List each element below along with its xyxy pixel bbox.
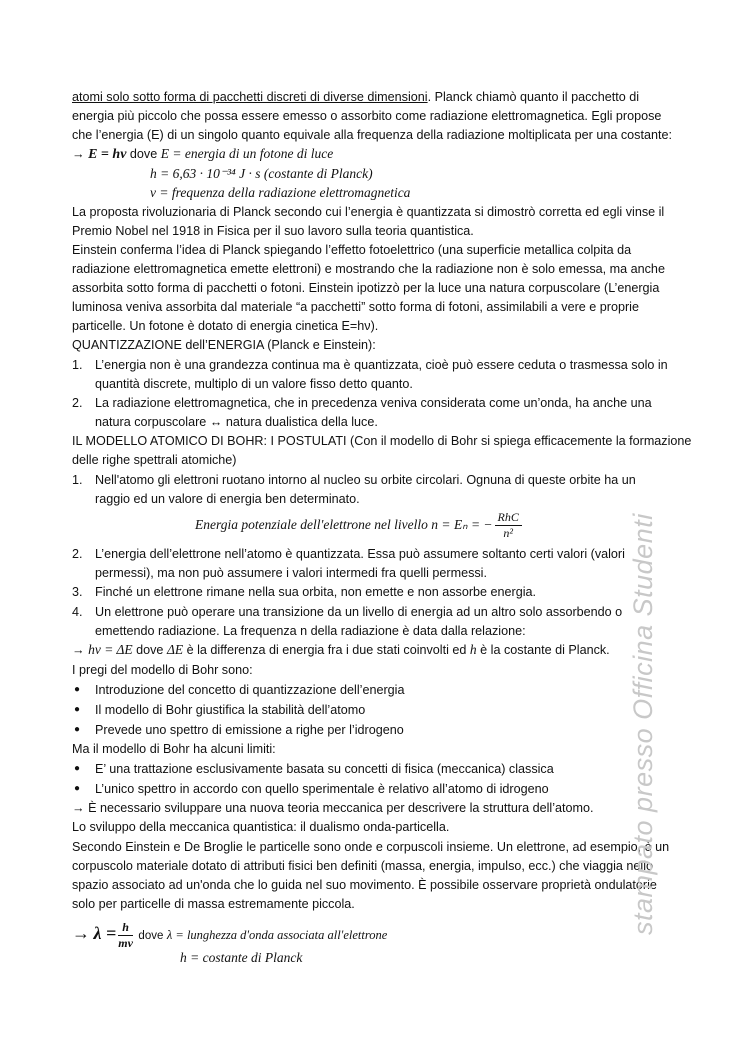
formula-h-planck: h = costante di Planck bbox=[180, 950, 303, 965]
formula-energy-level: Energia potenziale dell'elettrone nel livello n = Eₙ = − $\frac{\text{RhC}}{\text{n²}}$ bbox=[195, 508, 524, 542]
section-heading: IL MODELLO ATOMICO DI BOHR: I POSTULATI (Con il modello di Bohr si spiega efficacemente la formazione bbox=[72, 434, 692, 448]
text-line: Einstein conferma l’idea di Planck spiegando l’effetto fotoelettrico (una superficie metallica colpita da bbox=[72, 243, 632, 257]
text-line: delle righe spettrali atomiche) bbox=[72, 453, 237, 467]
text-line: che l’energia (E) di un singolo quanto equivale alla frequenza della radiazione moltiplicata per una costante: bbox=[72, 128, 672, 142]
text-line: quantità discrete, multiplo di un valore fisso detto quanto. bbox=[95, 377, 413, 391]
document-page: atomi solo sotto forma di pacchetti discreti di diverse dimensioni. Planck chiamò quanto il pacchetto di energia più piccolo che possa essere emesso o assorbito come radiazione elettromagnetica. Egli propose che l’energia (E) di un singolo quanto equivale alla frequenza della radiazione moltiplicata per una costante: → E = hν dove E = energia di un fotone di luce h = 6,63 · 10⁻³⁴ J · s (costante di Planck) ν = frequenza della radiazione elettromagnetica La proposta rivoluzionaria di Planck secondo cui l’energia è quantizzata si dimostrò corretta ed egli vinse il Premio Nobel nel 1918 in Fisica per il suo lavoro sulla teoria quantistica. Einstein conferma l’idea di Planck spiegando l’effetto fotoelettrico (una superficie metallica colpita da radiazione elettromagnetica emette elettroni) e mostrando che la radiazione non è solo emessa, ma anche assorbita sotto forma di pacchetti o fotoni. Einstein ipotizzò per la luce una natura corpuscolare (L’energia luminosa veniva assorbita dal materiale “a pacchetti” sotto forma di fotoni, assimilabili a vere e proprie particelle. Un fotone è dotato di energia cinetica E=hν). QUANTIZZAZIONE dell’ENERGIA (Planck e Einstein): 1. L’energia non è una grandezza continua ma è quantizzata, cioè può essere ceduta o trasmessa solo in quantità discrete, multiplo di un valore fisso detto quanto. 2. La radiazione elettromagnetica, che in precedenza veniva considerata come un’onda, ha anche una natura corpuscolare ↔ natura dualistica della luce. IL MODELLO ATOMICO DI BOHR: I POSTULATI (Con il modello di Bohr si spiega efficacemente la formazione delle righe spettrali atomiche) 1. Nell'atomo gli elettroni ruotano intorno al nucleo su orbite circolari. Ognuna di queste orbite ha un raggio ed un valore di energia ben determinato. Energia potenziale dell'elettrone nel livello n = Eₙ = − $\frac{\text{RhC}}{\text{n²}}$ 2. L’energia dell’elettrone nell’atomo è quantizzata. Essa può assumere soltanto certi valori (valori permessi), ma non può assumere i valori intermedi fra quelli permessi. 3. Finché un elettrone rimane nella sua orbita, non emette e non assorbe energia. 4. Un elettrone può operare una transizione da un livello di energia ad un altro solo assorbendo o emettendo radiazione. La frequenza n della radiazione è data dalla relazione: → hν = ΔE dove ΔE è la differenza di energia fra i due stati coinvolti ed h è la costante di Planck. I pregi del modello di Bohr sono: ● Introduzione del concetto di quantizzazione dell’energia ● Il modello di Bohr giustifica la stabilità dell’atomo ● Prevede uno spettro di emissione a righe per l’idrogeno Ma il modello di Bohr ha alcuni limiti: ● E’ una trattazione esclusivamente basata su concetti di fisica (meccanica) classica ● L’unico spettro in accordo con quello sperimentale è relativo all’atomo di idrogeno → È necessario sviluppare una nuova teoria meccanica per descrivere la struttura dell’atomo. Lo sviluppo della meccanica quantistica: il dualismo onda-particella. Secondo Einstein e De Broglie le particelle sono onde e corpuscoli insieme. Un elettrone, ad esempio, è un corpuscolo materiale dotato di attributi fisici ben definiti (massa, energia, impulso, ecc.) che viaggia nello spazio associato ad un'onda che lo guida nel suo movimento. È possibile osservare proprietà ondulatorie solo per particelle di massa estremamente piccola. → λ = $\frac{h}{mv}$ dove λ = lunghezza d'onda associata all'elettrone h = costante di Planck stampato presso Officina Studenti bbox=[72, 90, 692, 965]
watermark: stampato presso Officina Studenti bbox=[628, 513, 658, 935]
text-line: La proposta rivoluzionaria di Planck secondo cui l’energia è quantizzata si dimostrò corretta ed egli vinse il bbox=[72, 205, 665, 219]
formula-h: h = 6,63 · 10⁻³⁴ J · s (costante di Planck) bbox=[150, 166, 373, 181]
bullet-icon: ● bbox=[74, 684, 81, 695]
section-heading: QUANTIZZAZIONE dell’ENERGIA (Planck e Einstein): bbox=[72, 338, 376, 352]
text-line: emettendo radiazione. La frequenza n della radiazione è data dalla relazione: bbox=[95, 624, 526, 638]
formula-nu: ν = frequenza della radiazione elettromagnetica bbox=[150, 185, 411, 200]
text-line: assorbita sotto forma di pacchetti o fotoni. Einstein ipotizzò per la luce una natura corpuscolare (L’energia bbox=[72, 281, 660, 295]
text-line: spazio associato ad un'onda che lo guida nel suo movimento. È possibile osservare proprietà ondulatorie bbox=[72, 878, 657, 892]
text-line: permessi), ma non può assumere i valori intermedi fra quelli permessi. bbox=[95, 566, 487, 580]
text-line: corpuscolo materiale dotato di attributi fisici ben definiti (massa, energia, impulso, ecc.) che viaggia nello bbox=[72, 859, 654, 873]
formula-planck: → E = hν dove E = energia di un fotone di luce bbox=[72, 146, 334, 162]
text-line: solo per particelle di massa estremamente piccola. bbox=[72, 897, 355, 911]
bullet-icon: ● bbox=[74, 724, 81, 735]
formula-de-broglie: → λ = $\frac{h}{mv}$ dove λ = lunghezza d'onda associata all'elettrone bbox=[72, 920, 388, 951]
section-heading: Lo sviluppo della meccanica quantistica: il dualismo onda-particella. bbox=[72, 820, 450, 834]
text-line: Premio Nobel nel 1918 in Fisica per il suo lavoro sulla teoria quantistica. bbox=[72, 224, 474, 238]
text-line: energia più piccolo che possa essere emesso o assorbito come radiazione elettromagnetica. Egli propose bbox=[72, 109, 662, 123]
text-line: Secondo Einstein e De Broglie le particelle sono onde e corpuscoli insieme. Un elettrone, ad esempio, è un bbox=[72, 840, 670, 854]
text-line: natura corpuscolare ↔ natura dualistica della luce. bbox=[95, 415, 378, 429]
section-heading: I pregi del modello di Bohr sono: bbox=[72, 663, 253, 677]
text-line: raggio ed un valore di energia ben determinato. bbox=[95, 492, 360, 506]
text-line: particelle. Un fotone è dotato di energia cinetica E=hν). bbox=[72, 319, 379, 333]
text-line: atomi solo sotto forma di pacchetti discreti di diverse dimensioni. Planck chiamò quanto il pacchetto di bbox=[72, 90, 640, 104]
bullet-icon: ● bbox=[74, 783, 81, 794]
formula-transition: → hν = ΔE dove ΔE è la differenza di energia fra i due stati coinvolti ed h è la costante di Planck. bbox=[72, 642, 610, 657]
text-line: radiazione elettromagnetica emette elettroni) e mostrando che la radiazione non è solo emessa, ma anche bbox=[72, 262, 665, 276]
section-heading: Ma il modello di Bohr ha alcuni limiti: bbox=[72, 742, 276, 756]
bullet-icon: ● bbox=[74, 763, 81, 774]
bullet-icon: ● bbox=[74, 704, 81, 715]
text-line: → È necessario sviluppare una nuova teoria meccanica per descrivere la struttura dell’atomo. bbox=[72, 801, 594, 815]
text-line: luminosa veniva assorbita dal materiale “a pacchetti” sotto forma di fotoni, assimilabili a vere e proprie bbox=[72, 300, 639, 314]
